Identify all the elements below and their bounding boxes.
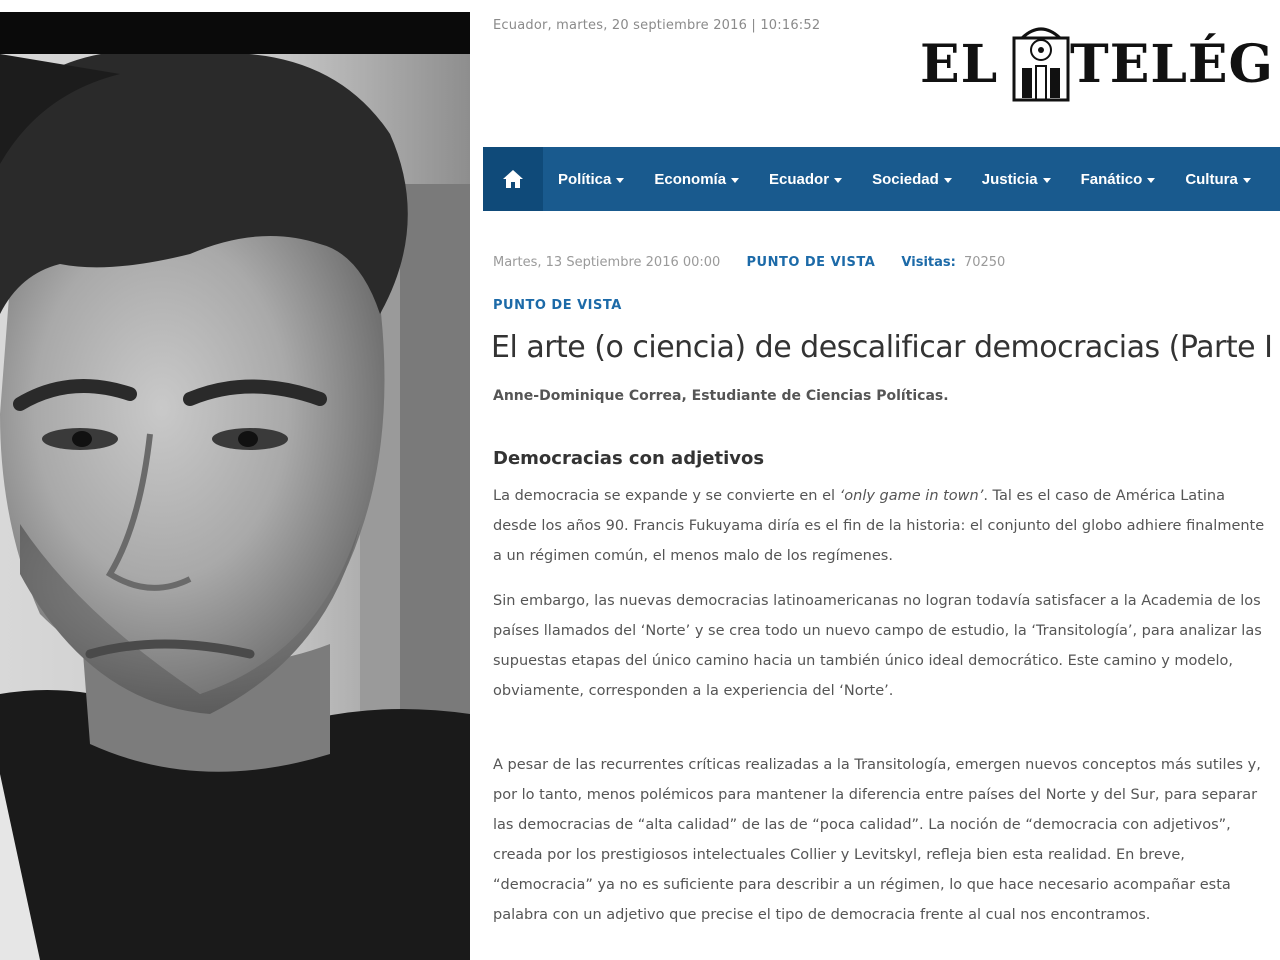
paragraph-quote: ‘only game in town’ <box>839 488 984 504</box>
home-icon <box>502 169 524 189</box>
chevron-down-icon <box>944 178 952 183</box>
nav-item-label: Sociedad <box>872 170 939 188</box>
nav-home-button[interactable] <box>483 147 543 211</box>
masthead-logo[interactable] <box>920 20 1280 110</box>
visits-count: 70250 <box>963 255 1006 270</box>
paragraph-text: La democracia se expande y se convierte en el <box>493 488 840 504</box>
nav-item-label: Justicia <box>981 170 1038 188</box>
article-title: El arte (o ciencia) de descalificar democracias (Parte I <box>491 330 1273 365</box>
article-paragraph-3: A pesar de las recurrentes críticas realizadas a la Transitología, emergen nuevos conceptos más sutiles y, por lo tanto, menos polémicos para mantener la diferencia entre países del Norte y del Sur, para separar las democracias de “alta calidad” de las de “poca calidad”. La noción de “democracia con adjetivos”, creada por los prestigiosos intelectuales Collier y Levitskyl, refleja bien esta realidad. En breve, “democracia” ya no es suficiente para describir a un régimen, lo que hace necesario acompañar esta palabra con un adjetivo que precise el tipo de democracia frente al cual nos encontramos. <box>493 757 1261 923</box>
nav-item-label: Fanático <box>1080 170 1143 188</box>
main-navigation-bar <box>483 147 1280 211</box>
author-photo-panel <box>0 0 470 960</box>
section-link[interactable]: PUNTO DE VISTA <box>746 255 876 270</box>
article-meta <box>493 255 1005 270</box>
article-paragraph-2: Sin embargo, las nuevas democracias latinoamericanas no logran todavía satisfacer a la Academia de los países llamados del ‘Norte’ y se crea todo un nuevo campo de estudio, la ‘Transitología’, para analizar las supuestas etapas del único camino hacia un también único ideal democrático. Este camino y modelo, obviamente, corresponden a la experiencia del ‘Norte’. <box>493 593 1262 699</box>
chevron-down-icon <box>616 178 624 183</box>
nav-item-label: Cultura <box>1185 170 1238 188</box>
chevron-down-icon <box>1147 178 1155 183</box>
paragraph-text: . Tal es el caso de América Latina desde los años 90. Francis Fukuyama diría es el fin de la historia: el conjunto del globo adhiere finalmente a un régimen común, el menos malo de los regímenes. <box>493 488 1265 564</box>
chevron-down-icon <box>731 178 739 183</box>
nav-item-label: Política <box>558 170 612 188</box>
article-kicker[interactable]: PUNTO DE VISTA <box>493 298 622 313</box>
masthead-emblem-icon <box>1012 20 1070 102</box>
chevron-down-icon <box>1043 178 1051 183</box>
author-portrait-photo <box>0 54 470 960</box>
nav-item-sociedad[interactable] <box>872 171 952 188</box>
article-subheading: Democracias con adjetivos <box>493 448 765 469</box>
article-page <box>470 0 1280 960</box>
nav-item-politica[interactable] <box>558 171 624 188</box>
masthead-right-word: TELÉG <box>1070 34 1274 95</box>
article-author: Anne-Dominique Correa, Estudiante de Ciencias Políticas. <box>493 388 949 404</box>
nav-item-ecuador[interactable] <box>769 171 842 188</box>
visits-label: Visitas: <box>901 255 956 270</box>
chevron-down-icon <box>834 178 842 183</box>
article-paragraph-1 <box>493 481 1273 571</box>
nav-item-label: Economía <box>654 170 727 188</box>
nav-item-justicia[interactable] <box>982 171 1051 188</box>
nav-item-label: Ecuador <box>769 170 830 188</box>
publish-date: Martes, 13 Septiembre 2016 00:00 <box>493 255 721 270</box>
photo-top-bar <box>0 12 470 54</box>
dateline: Ecuador, martes, 20 septiembre 2016 | 10:16:52 <box>493 18 821 33</box>
nav-item-fanatico[interactable] <box>1081 171 1156 188</box>
nav-menu <box>543 147 1251 211</box>
chevron-down-icon <box>1243 178 1251 183</box>
masthead-left-word: EL <box>920 34 999 95</box>
nav-item-economia[interactable] <box>654 171 739 188</box>
nav-item-cultura[interactable] <box>1185 171 1251 188</box>
